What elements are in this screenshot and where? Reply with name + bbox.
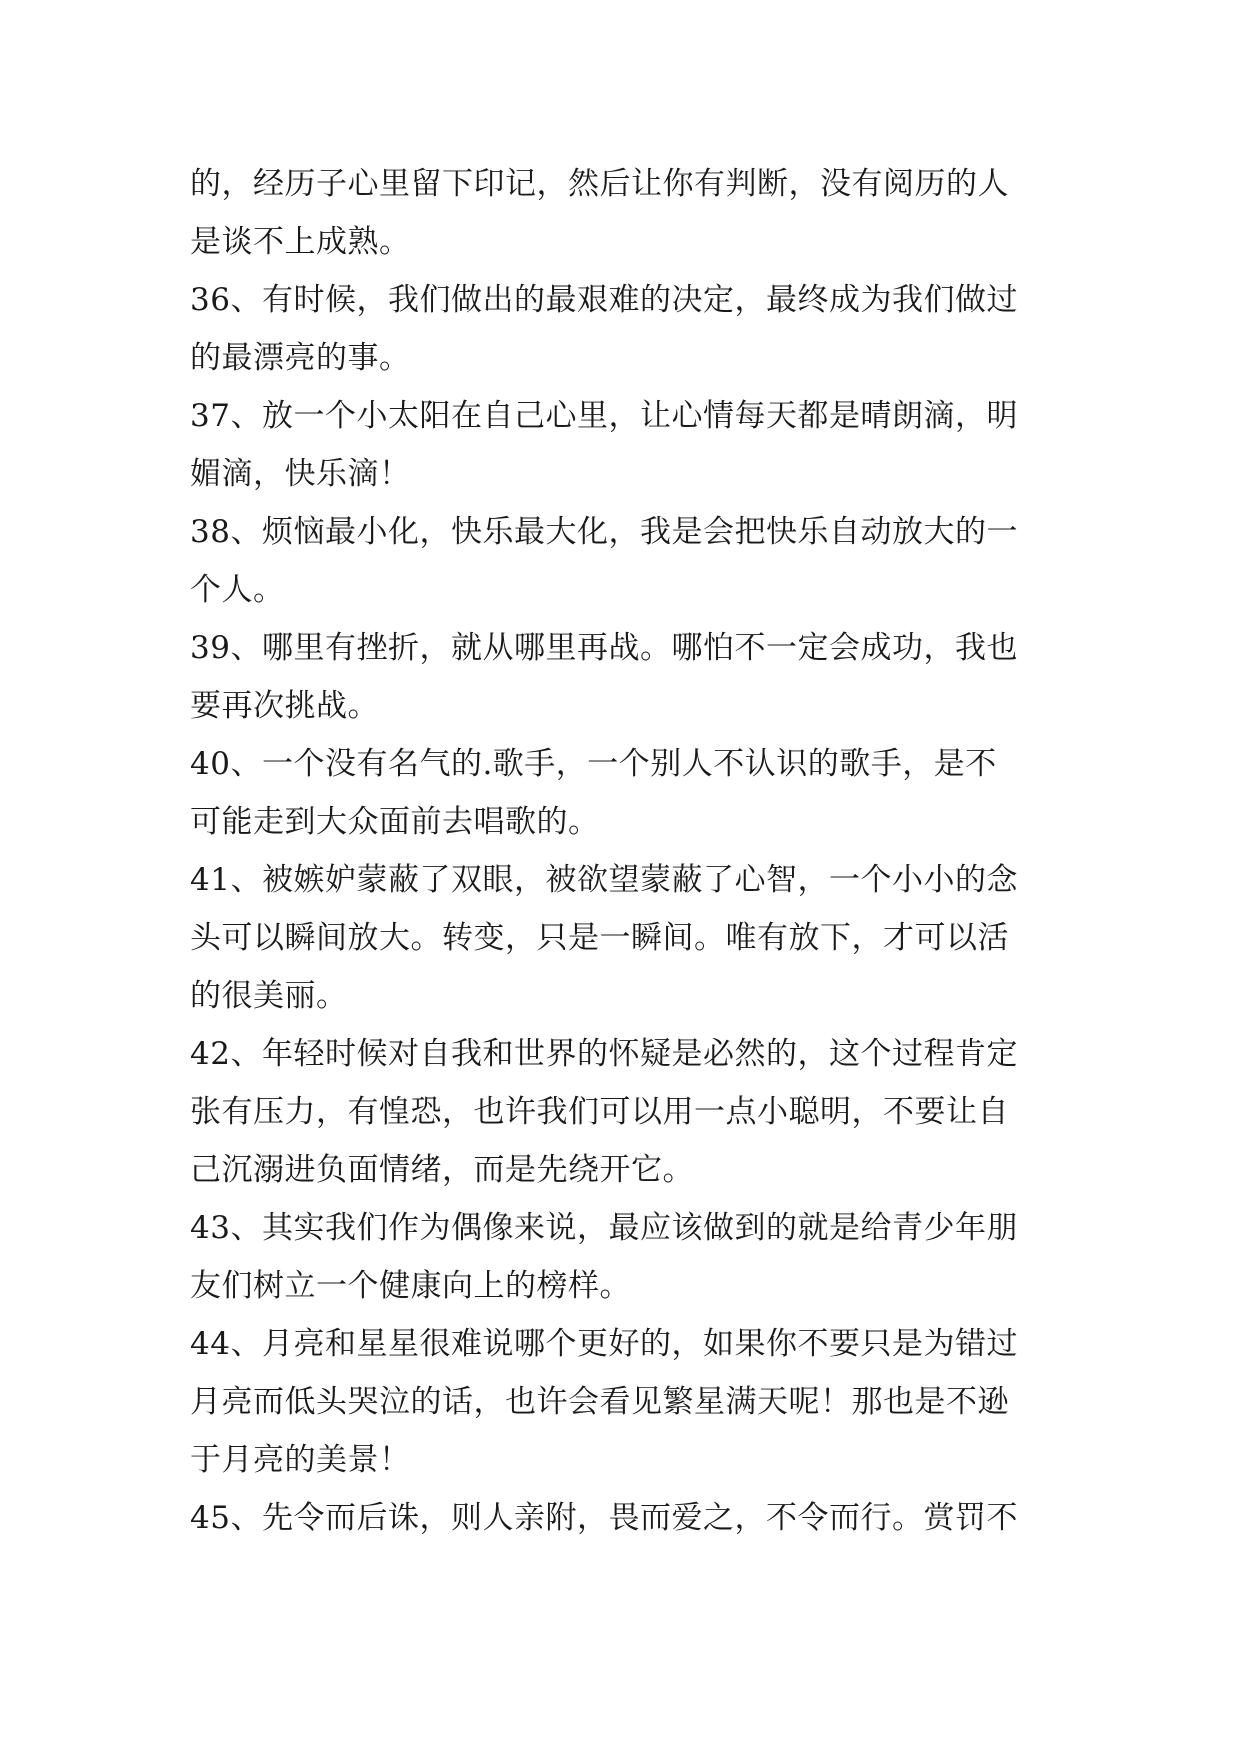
text-line: 媚滴，快乐滴！ <box>190 456 411 492</box>
text-line: 月亮而低头哭泣的话，也许会看见繁星满天呢！那也是不逊 <box>190 1384 1009 1420</box>
text-line: 37、放一个小太阳在自己心里，让心情每天都是晴朗滴，明 <box>190 398 1018 434</box>
text-line: 张有压力，有惶恐，也许我们可以用一点小聪明，不要让自 <box>190 1094 1009 1130</box>
text-line: 是谈不上成熟。 <box>190 224 411 260</box>
text-line: 己沉溺进负面情绪，而是先绕开它。 <box>190 1152 694 1188</box>
text-line: 38、烦恼最小化，快乐最大化，我是会把快乐自动放大的一 <box>190 514 1018 550</box>
text-line: 要再次挑战。 <box>190 688 379 724</box>
text-line: 42、年轻时候对自我和世界的怀疑是必然的，这个过程肯定 <box>190 1036 1018 1072</box>
text-line: 39、哪里有挫折，就从哪里再战。哪怕不一定会成功，我也 <box>190 630 1018 666</box>
text-line: 于月亮的美景！ <box>190 1442 411 1478</box>
text-line: 44、月亮和星星很难说哪个更好的，如果你不要只是为错过 <box>190 1326 1018 1362</box>
document-body <box>190 155 1060 1547</box>
text-line: 可能走到大众面前去唱歌的。 <box>190 804 600 840</box>
text-line: 36、有时候，我们做出的最艰难的决定，最终成为我们做过 <box>190 282 1018 318</box>
text-line: 的，经历子心里留下印记，然后让你有判断，没有阅历的人 <box>190 166 1009 202</box>
text-line: 的很美丽。 <box>190 978 348 1014</box>
text-line: 头可以瞬间放大。转变，只是一瞬间。唯有放下，才可以活 <box>190 920 1009 956</box>
text-line: 41、被嫉妒蒙蔽了双眼，被欲望蒙蔽了心智，一个小小的念 <box>190 862 1018 898</box>
text-line: 45、先令而后诛，则人亲附，畏而爱之，不令而行。赏罚不 <box>190 1500 1018 1536</box>
text-line: 40、一个没有名气的.歌手，一个别人不认识的歌手，是不 <box>190 746 997 782</box>
text-line: 个人。 <box>190 572 285 608</box>
text-line: 43、其实我们作为偶像来说，最应该做到的就是给青少年朋 <box>190 1210 1018 1246</box>
text-line: 的最漂亮的事。 <box>190 340 411 376</box>
text-line: 友们树立一个健康向上的榜样。 <box>190 1268 631 1304</box>
